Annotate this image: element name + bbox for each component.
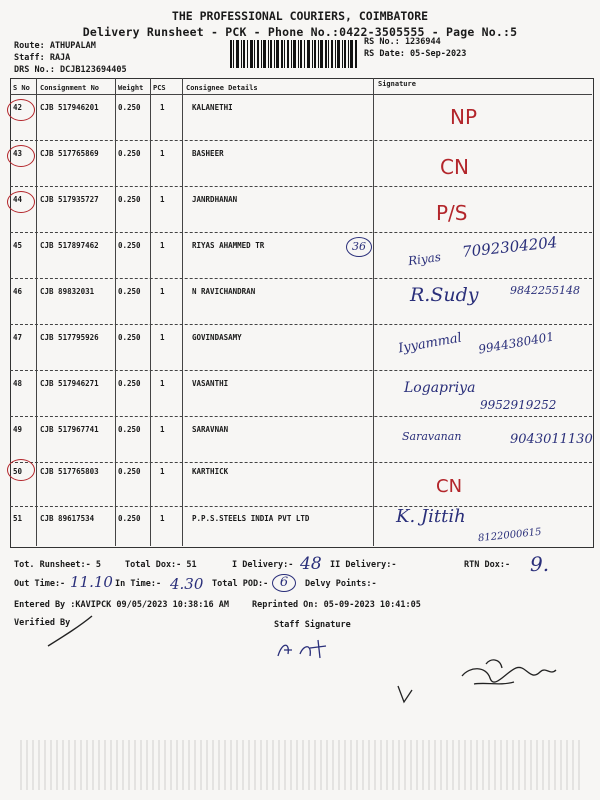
row-pcs: 1 — [160, 379, 165, 388]
signature-name: Iyyammal — [397, 330, 463, 357]
handwritten-tag: 36 — [346, 237, 372, 257]
row-consignment-no: CJB 517967741 — [40, 425, 99, 434]
row-consignment-no: CJB 517946271 — [40, 379, 99, 388]
column-divider — [115, 78, 116, 546]
row-consignment-no: CJB 517946201 — [40, 103, 99, 112]
row-divider — [10, 506, 592, 507]
out-time-value: 11.10 — [70, 573, 113, 591]
bleed-through-noise — [20, 740, 580, 790]
row-pcs: 1 — [160, 103, 165, 112]
row-weight: 0.250 — [118, 103, 141, 112]
row-consignee: RIYAS AHAMMED TR — [192, 241, 265, 250]
row-remark: P/S — [436, 201, 468, 225]
row-consignee: BASHEER — [192, 149, 224, 158]
signature-phone: 9043011130 — [510, 432, 593, 447]
col-header-sno: S No — [13, 84, 30, 92]
rs-number: RS No.: 1236944 — [364, 37, 441, 47]
row-sno: 48 — [13, 379, 23, 388]
signature-name: K. Jittih — [396, 506, 466, 527]
row-sno: 49 — [13, 425, 23, 434]
row-weight: 0.250 — [118, 425, 141, 434]
row-consignment-no: CJB 517795926 — [40, 333, 99, 342]
row-consignment-no: CJB 517935727 — [40, 195, 99, 204]
i-delivery-value: 48 — [300, 554, 322, 574]
row-sno: 50 — [13, 467, 23, 476]
row-sno: 45 — [13, 241, 23, 250]
signature-phone: 9944380401 — [477, 329, 555, 357]
row-pcs: 1 — [160, 287, 165, 296]
handwritten-signature — [390, 654, 570, 714]
route-label: Route: ATHUPALAM — [14, 41, 96, 51]
col-header-weight: Weight — [118, 84, 144, 92]
i-delivery-label: I Delivery:- — [232, 560, 294, 570]
row-sno: 51 — [13, 514, 23, 523]
col-header-consignee: Consignee Details — [186, 84, 258, 92]
col-header-consignment: Consignment No — [40, 84, 100, 92]
row-consignee: KARTHICK — [192, 467, 229, 476]
row-consignee: N RAVICHANDRAN — [192, 287, 256, 296]
row-consignee: JANRDHANAN — [192, 195, 238, 204]
row-pcs: 1 — [160, 467, 165, 476]
signature-name: Logapriya — [404, 380, 476, 396]
drs-number: DRS No.: DCJB123694405 — [14, 65, 127, 75]
col-header-pcs: PCS — [153, 84, 166, 92]
in-time-label: In Time:- — [115, 579, 162, 589]
row-weight: 0.250 — [118, 287, 141, 296]
document-subtitle: Delivery Runsheet - PCK - Phone No.:0422-3505555 - Page No.:5 — [82, 25, 518, 39]
column-divider — [36, 78, 37, 546]
signature-name: Saravanan — [402, 430, 462, 443]
signature-phone: 9842255148 — [510, 284, 580, 297]
row-divider — [10, 462, 592, 463]
row-divider — [10, 370, 592, 371]
row-divider — [10, 416, 592, 417]
row-weight: 0.250 — [118, 149, 141, 158]
ii-delivery-label: II Delivery:- — [330, 560, 397, 570]
row-remark: NP — [450, 105, 478, 129]
row-sno: 42 — [13, 103, 23, 112]
row-remark: CN — [440, 155, 469, 179]
row-pcs: 1 — [160, 425, 165, 434]
signature-phone: 8122000615 — [477, 526, 543, 545]
row-weight: 0.250 — [118, 195, 141, 204]
row-pcs: 1 — [160, 333, 165, 342]
row-weight: 0.250 — [118, 241, 141, 250]
signature-phone: 9952919252 — [480, 398, 557, 412]
signature-name: Riyas — [407, 249, 442, 269]
row-pcs: 1 — [160, 514, 165, 523]
total-pod-value: 6 — [272, 574, 296, 592]
signature-phone: 7092304204 — [461, 233, 559, 261]
row-consignment-no: CJB 89617534 — [40, 514, 95, 523]
rtn-dox-label: RTN Dox:- — [464, 560, 511, 570]
row-consignee: SARAVNAN — [192, 425, 229, 434]
header-divider — [10, 94, 592, 95]
row-sno: 47 — [13, 333, 23, 342]
row-consignment-no: CJB 517897462 — [40, 241, 99, 250]
red-circle-mark — [7, 459, 35, 481]
signature-name: R.Sudy — [410, 284, 479, 306]
row-sno: 43 — [13, 149, 23, 158]
row-weight: 0.250 — [118, 333, 141, 342]
entered-by: Entered By :KAVIPCK 09/05/2023 10:38:16 AM — [14, 600, 229, 610]
row-weight: 0.250 — [118, 467, 141, 476]
col-header-signature: Signature — [378, 80, 416, 88]
total-pod-label: Total POD:- — [212, 579, 269, 589]
column-divider — [373, 78, 374, 546]
row-consignment-no: CJB 517765803 — [40, 467, 99, 476]
staff-signature-label: Staff Signature — [274, 620, 351, 630]
row-consignment-no: CJB 517765869 — [40, 149, 99, 158]
row-divider — [10, 278, 592, 279]
row-divider — [10, 140, 592, 141]
staff-signature — [270, 636, 350, 666]
tot-runsheet: Tot. Runsheet:- 5 — [14, 560, 101, 570]
red-circle-mark — [7, 145, 35, 167]
reprinted-on: Reprinted On: 05-09-2023 10:41:05 — [252, 600, 421, 610]
row-sno: 44 — [13, 195, 23, 204]
row-consignee: KALANETHI — [192, 103, 233, 112]
in-time-value: 4.30 — [170, 575, 204, 593]
row-pcs: 1 — [160, 195, 165, 204]
row-consignee: GOVINDASAMY — [192, 333, 242, 342]
row-divider — [10, 232, 592, 233]
out-time-label: Out Time:- — [14, 579, 66, 589]
document-title: THE PROFESSIONAL COURIERS, COIMBATORE — [171, 9, 429, 23]
red-circle-mark — [7, 191, 35, 213]
column-divider — [182, 78, 183, 546]
rtn-dox-value: 9. — [530, 552, 550, 576]
row-remark: CN — [436, 476, 463, 497]
barcode — [230, 40, 358, 68]
rs-date: RS Date: 05-Sep-2023 — [364, 49, 467, 59]
staff-label: Staff: RAJA — [14, 53, 71, 63]
row-divider — [10, 186, 592, 187]
row-consignee: P.P.S.STEELS INDIA PVT LTD — [192, 514, 310, 523]
column-divider — [150, 78, 151, 546]
red-circle-mark — [7, 99, 35, 121]
delvy-points-label: Delvy Points:- — [305, 579, 377, 589]
row-weight: 0.250 — [118, 514, 141, 523]
row-pcs: 1 — [160, 241, 165, 250]
row-pcs: 1 — [160, 149, 165, 158]
row-sno: 46 — [13, 287, 23, 296]
verified-by-label: Verified By — [14, 618, 71, 628]
row-consignment-no: CJB 89832031 — [40, 287, 95, 296]
row-weight: 0.250 — [118, 379, 141, 388]
row-consignee: VASANTHI — [192, 379, 229, 388]
row-divider — [10, 324, 592, 325]
total-dox: Total Dox:- 51 — [125, 560, 197, 570]
verifier-signature — [40, 612, 100, 652]
